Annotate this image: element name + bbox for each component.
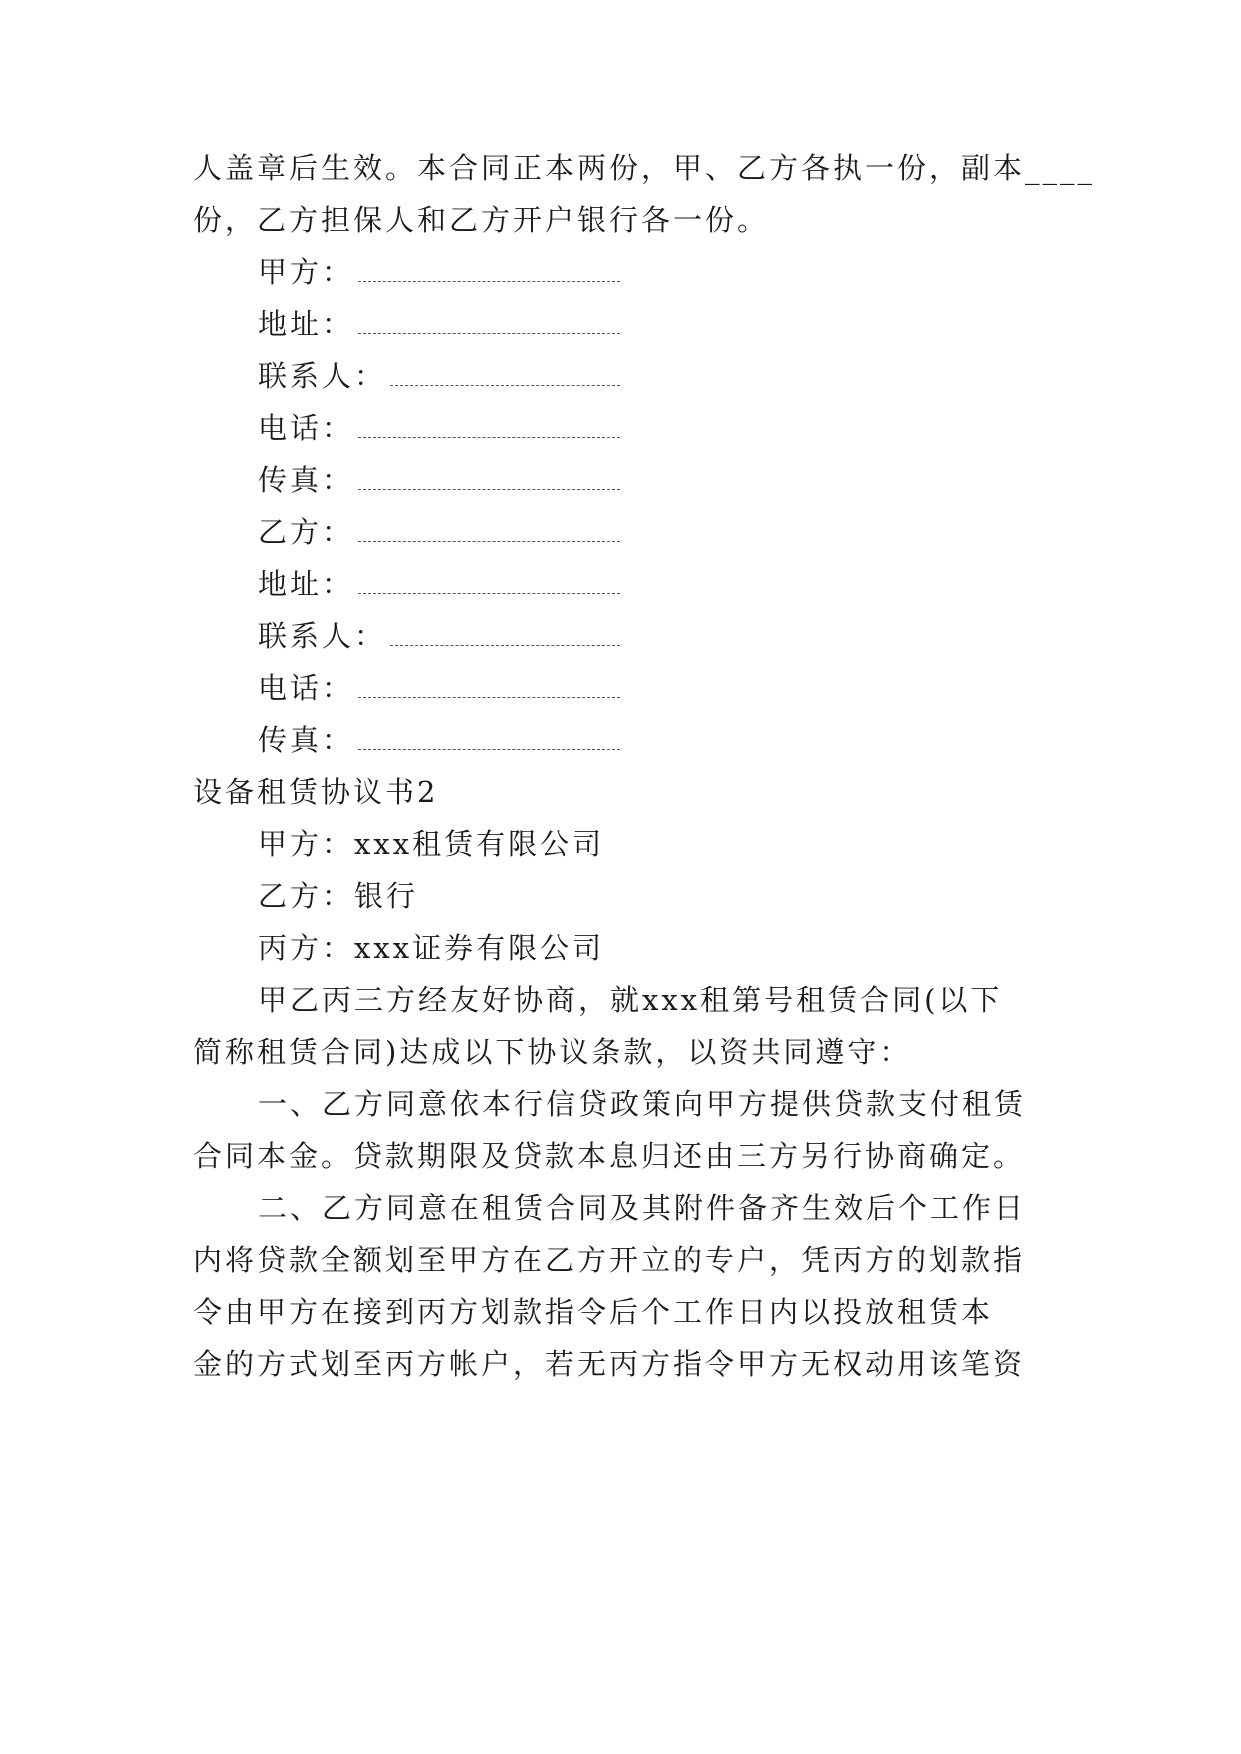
party-a-fax-field (258, 460, 1118, 500)
party-a-phone-blank (358, 415, 620, 438)
paragraph-3-line-2: 内将贷款全额划至甲方在乙方开立的专户，凭丙方的划款指 (193, 1243, 1026, 1277)
party-b-name-field (258, 512, 1118, 552)
party-b-address-blank (358, 571, 620, 594)
party-a-name-blank (358, 259, 620, 282)
party-a-address-field (258, 304, 1118, 344)
paragraph-2-line-2: 合同本金。贷款期限及贷款本息归还由三方另行协商确定。 (193, 1139, 1026, 1173)
party-b-name-blank (358, 519, 620, 542)
party-b-name-label: 乙方： (258, 515, 355, 549)
party-a-address-label: 地址： (258, 307, 355, 341)
party-b-phone-label: 电话： (258, 671, 355, 705)
agreement-2-party-a: 甲方：xxx租赁有限公司 (258, 827, 605, 861)
paragraph-2-line-1: 一、乙方同意依本行信贷政策向甲方提供贷款支付租赁 (258, 1087, 1027, 1121)
party-a-contact-blank (390, 363, 620, 386)
party-b-address-label: 地址： (258, 567, 355, 601)
party-a-name-label: 甲方： (258, 255, 355, 289)
party-b-phone-blank (358, 675, 620, 698)
paragraph-3-line-3: 令由甲方在接到丙方划款指令后个工作日内以投放租赁本 (193, 1295, 994, 1329)
party-a-phone-field (258, 408, 1118, 448)
party-b-contact-blank (390, 623, 620, 646)
paragraph-1-line-1: 甲乙丙三方经友好协商，就xxx租第号租赁合同(以下 (258, 983, 1003, 1017)
party-b-fax-label: 传真： (258, 723, 355, 757)
party-a-fax-label: 传真： (258, 463, 355, 497)
party-a-name-field (258, 252, 1118, 292)
party-b-fax-field (258, 720, 1118, 760)
agreement-2-party-c: 丙方：xxx证券有限公司 (258, 931, 605, 965)
party-a-phone-label: 电话： (258, 411, 355, 445)
party-a-contact-label: 联系人： (258, 359, 387, 393)
party-a-fax-blank (358, 467, 620, 490)
agreement-2-title: 设备租赁协议书2 (193, 775, 439, 809)
party-b-contact-label: 联系人： (258, 619, 387, 653)
party-b-phone-field (258, 668, 1118, 708)
paragraph-3-line-1: 二、乙方同意在租赁合同及其附件备齐生效后个工作日 (258, 1191, 1027, 1225)
party-b-fax-blank (358, 727, 620, 750)
paragraph-1-line-2: 简称租赁合同)达成以下协议条款，以资共同遵守： (193, 1035, 912, 1069)
agreement-2-party-b: 乙方：银行 (258, 879, 419, 913)
party-b-contact-field (258, 616, 1118, 656)
intro-line-1: 人盖章后生效。本合同正本两份，甲、乙方各执一份，副本____ (193, 151, 1096, 185)
paragraph-3-line-4: 金的方式划至丙方帐户，若无丙方指令甲方无权动用该笔资 (193, 1347, 1026, 1381)
intro-line-2: 份，乙方担保人和乙方开户银行各一份。 (193, 203, 770, 237)
party-a-contact-field (258, 356, 1118, 396)
party-a-address-blank (358, 311, 620, 334)
party-b-address-field (258, 564, 1118, 604)
